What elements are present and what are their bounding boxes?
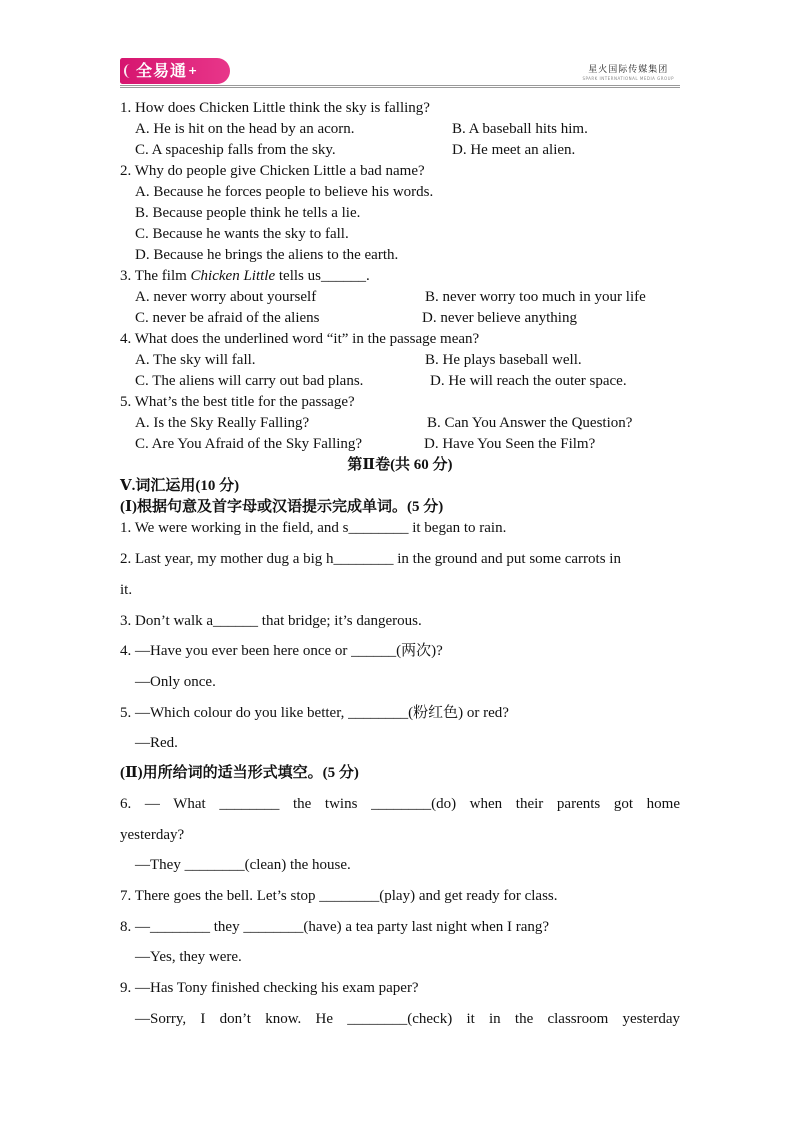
vocab-question-5: 5. —Which colour do you like better, ________(粉红色) or red? (120, 705, 509, 721)
publisher-brand (582, 62, 674, 81)
question-2-option-d: D. Because he brings the aliens to the earth. (135, 247, 399, 263)
question-4-option-c: C. The aliens will carry out bad plans. (135, 373, 364, 389)
section-5-title: Ⅴ.词汇运用(10 分) (120, 478, 240, 494)
question-3-option-b: B. never worry too much in your life (425, 289, 646, 305)
vocab-question-5-reply: —Red. (135, 735, 178, 751)
form-question-8: 8. —________ they ________(have) a tea party last night when I rang? (120, 919, 550, 935)
header-divider (120, 85, 680, 86)
question-4-option-a: A. The sky will fall. (135, 352, 256, 368)
vocab-question-2-line-1: 2. Last year, my mother dug a big h________ in the ground and put some carrots in (120, 551, 621, 567)
form-question-8-reply: —Yes, they were. (135, 949, 242, 965)
question-3-stem-start: 3. The film (120, 268, 191, 284)
part-2-title: 第Ⅱ卷(共 60 分) (347, 457, 453, 473)
question-1-option-b: B. A baseball hits him. (452, 121, 588, 137)
question-3-stem-end: tells us______. (275, 268, 370, 284)
form-question-6-line-2: yesterday? (120, 827, 185, 843)
question-5-stem: 5. What’s the best title for the passage? (120, 394, 355, 410)
vocab-question-1: 1. We were working in the field, and s________ it began to rain. (120, 520, 507, 536)
question-2-option-a: A. Because he forces people to believe his words. (135, 184, 434, 200)
question-3-option-a: A. never worry about yourself (135, 289, 317, 305)
header-divider-secondary (120, 87, 680, 88)
question-1-option-c: C. A spaceship falls from the sky. (135, 142, 336, 158)
form-question-6-line-1: 6. — What ________ the twins ________(do) when their parents got home (120, 796, 680, 812)
film-title: Chicken Little (190, 268, 276, 284)
question-1-option-a: A. He is hit on the head by an acorn. (135, 121, 355, 137)
logo-text: 全易通 (136, 61, 188, 80)
question-1-option-d: D. He meet an alien. (452, 142, 576, 158)
logo-swoosh-icon (124, 64, 136, 78)
question-2-stem: 2. Why do people give Chicken Little a bad name? (120, 163, 425, 179)
page-header (120, 56, 680, 88)
question-3-option-c: C. never be afraid of the aliens (135, 310, 320, 326)
question-2-option-c: C. Because he wants the sky to fall. (135, 226, 349, 242)
question-1-stem: 1. How does Chicken Little think the sky is falling? (120, 100, 430, 116)
question-3-stem (120, 267, 370, 285)
question-4-stem: 4. What does the underlined word “it” in the passage mean? (120, 331, 480, 347)
brand-logo (120, 58, 230, 84)
publisher-name-cn: 星火国际传媒集团 (588, 65, 669, 75)
question-3-option-d: D. never believe anything (422, 310, 577, 326)
vocab-question-4: 4. —Have you ever been here once or ______(两次)? (120, 643, 443, 659)
form-question-9: 9. —Has Tony finished checking his exam paper? (120, 980, 419, 996)
question-5-option-b: B. Can You Answer the Question? (427, 415, 633, 431)
vocab-question-3: 3. Don’t walk a______ that bridge; it’s dangerous. (120, 613, 422, 629)
form-question-7: 7. There goes the bell. Let’s stop ________(play) and get ready for class. (120, 888, 558, 904)
subsection-2-title: (Ⅱ)用所给词的适当形式填空。(5 分) (120, 765, 359, 781)
logo-plus: + (188, 64, 199, 77)
question-2-option-b: B. Because people think he tells a lie. (135, 205, 361, 221)
question-4-option-d: D. He will reach the outer space. (430, 373, 627, 389)
vocab-question-2-line-2: it. (120, 582, 133, 598)
subsection-1-title: (Ⅰ)根据句意及首字母或汉语提示完成单词。(5 分) (120, 499, 444, 515)
question-5-option-a: A. Is the Sky Really Falling? (135, 415, 310, 431)
form-question-6-reply: —They ________(clean) the house. (135, 857, 351, 873)
publisher-name-en: SPARK INTERNATIONAL MEDIA GROUP (582, 76, 674, 81)
question-4-option-b: B. He plays baseball well. (425, 352, 582, 368)
vocab-question-4-reply: —Only once. (135, 674, 216, 690)
question-5-option-c: C. Are You Afraid of the Sky Falling? (135, 436, 363, 452)
form-question-9-reply: —Sorry, I don’t know. He ________(check) it in the classroom yesterday (135, 1011, 680, 1027)
question-5-option-d: D. Have You Seen the Film? (424, 436, 596, 452)
